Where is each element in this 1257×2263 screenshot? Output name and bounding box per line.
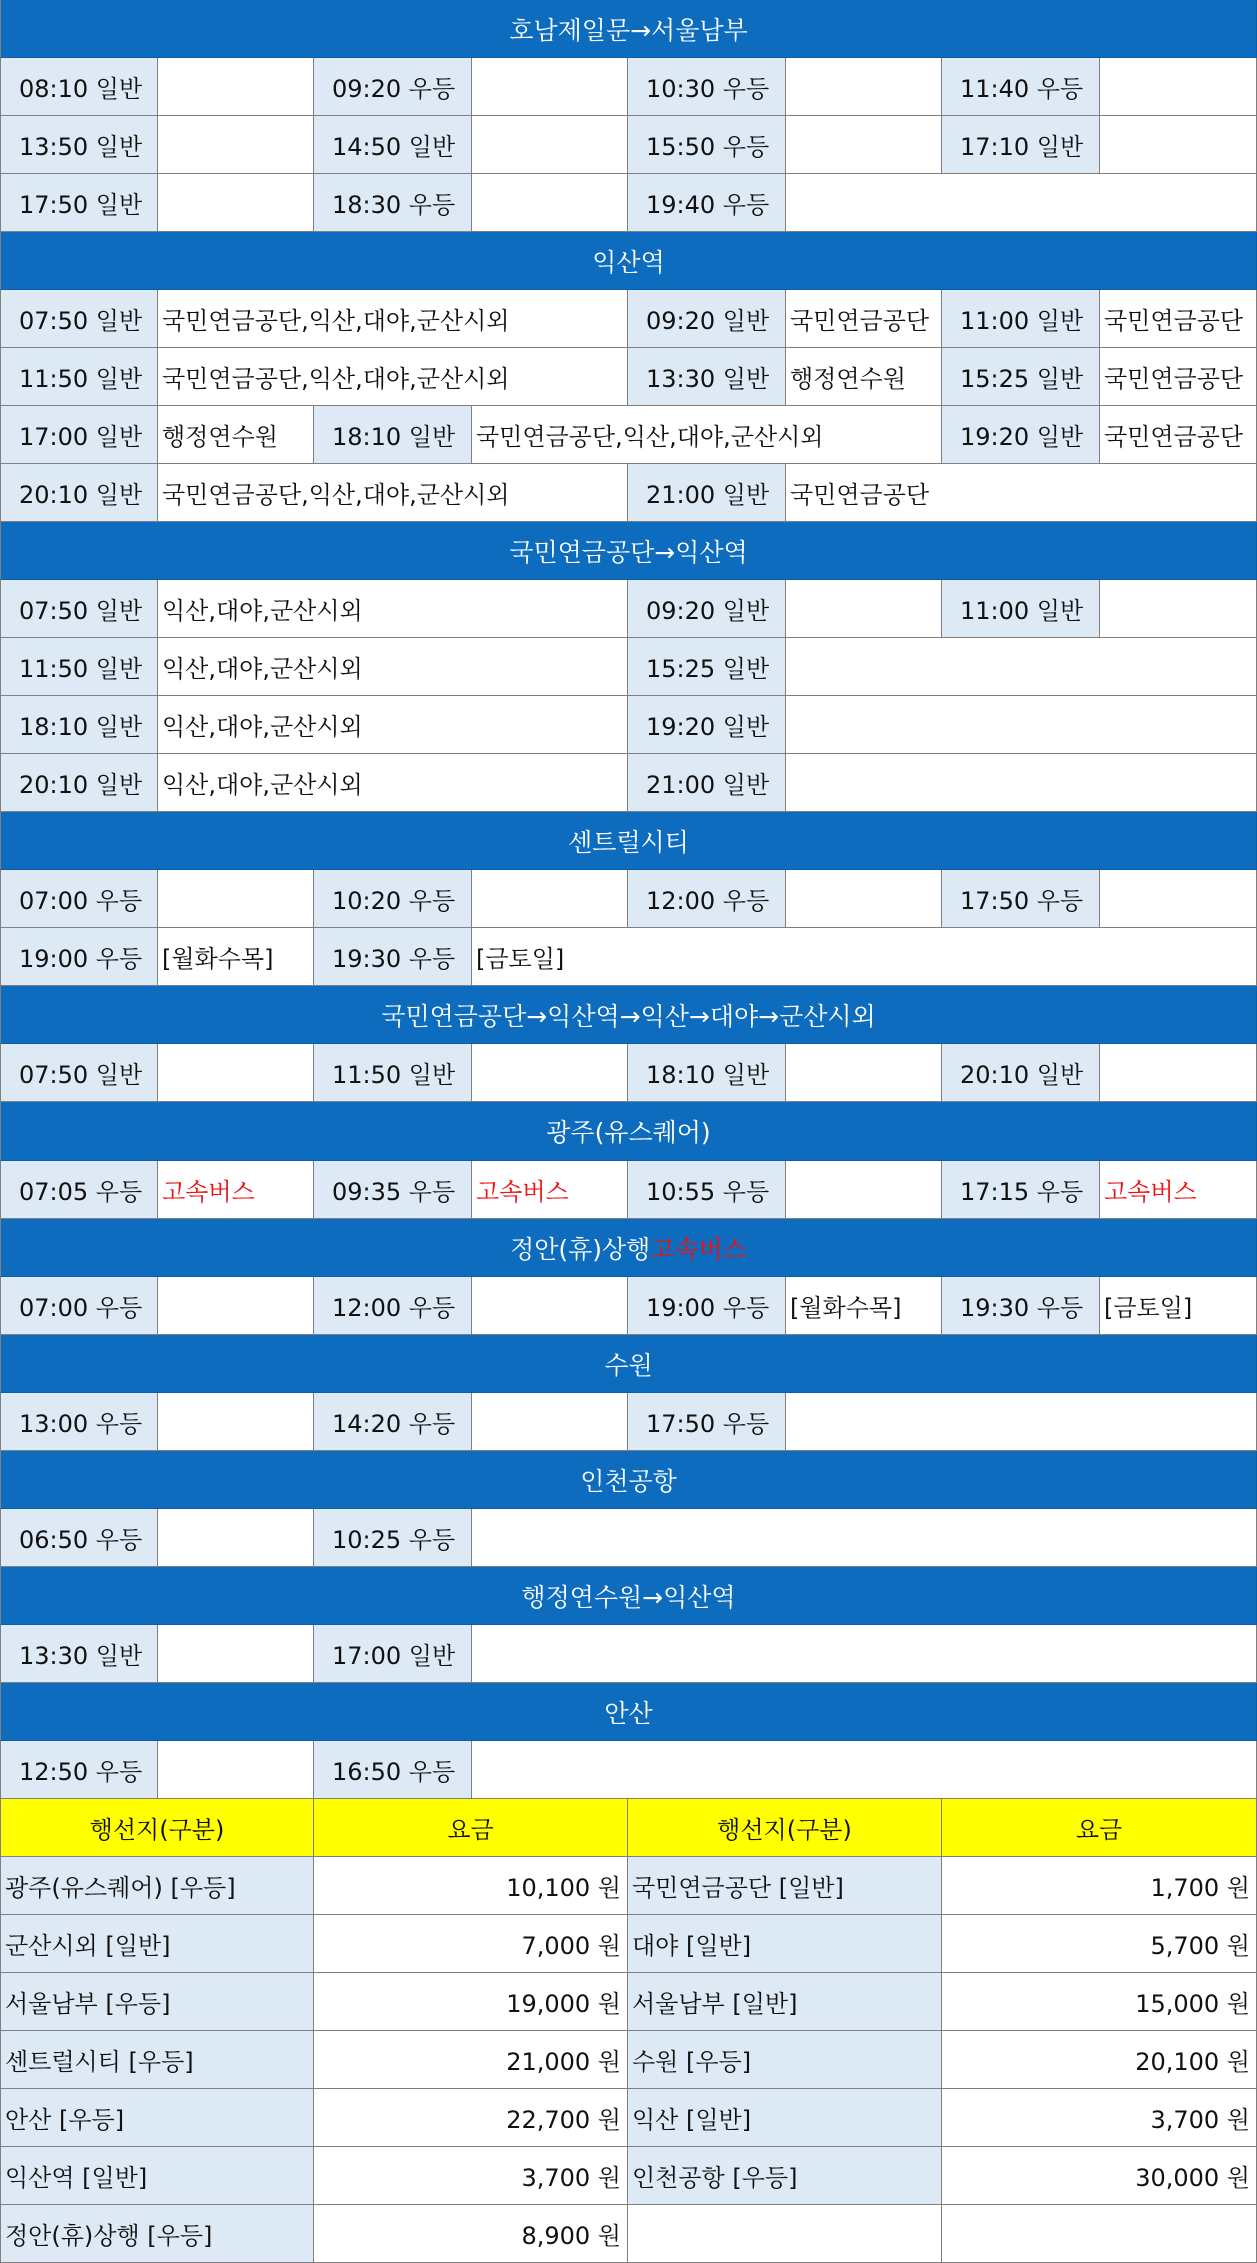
fare-row bbox=[0, 2205, 1257, 2263]
departure-time: 19:00 우등 bbox=[628, 1277, 786, 1335]
departure-time: 17:00 일반 bbox=[314, 1625, 472, 1683]
schedule-row bbox=[0, 464, 1257, 522]
empty-cell bbox=[786, 174, 1257, 232]
route-note: [금토일] bbox=[472, 928, 1257, 986]
section-title-text: 익산역 bbox=[592, 247, 665, 277]
section-title bbox=[0, 1567, 1257, 1625]
fare-destination: 센트럴시티 [우등] bbox=[0, 2031, 314, 2089]
fare-destination: 익산역 [일반] bbox=[0, 2147, 314, 2205]
route-note: 국민연금공단 bbox=[786, 464, 1257, 522]
section-header bbox=[0, 1567, 1257, 1625]
empty-cell bbox=[158, 1277, 314, 1335]
empty-cell bbox=[786, 1393, 1257, 1451]
departure-time: 21:00 일반 bbox=[628, 754, 786, 812]
fare-amount: 10,100 원 bbox=[314, 1857, 628, 1915]
fare-amount: 7,000 원 bbox=[314, 1915, 628, 1973]
departure-time: 19:20 일반 bbox=[942, 406, 1100, 464]
section-title-text: 안산 bbox=[604, 1698, 653, 1728]
fare-row bbox=[0, 1915, 1257, 1973]
fare-amount: 5,700 원 bbox=[942, 1915, 1257, 1973]
fare-column-header: 요금 bbox=[314, 1799, 628, 1857]
departure-time: 11:50 일반 bbox=[0, 638, 158, 696]
departure-time: 12:00 우등 bbox=[628, 870, 786, 928]
fare-destination: 군산시외 [일반] bbox=[0, 1915, 314, 1973]
section-title bbox=[0, 1451, 1257, 1509]
fare-header-row bbox=[0, 1799, 1257, 1857]
departure-time: 13:30 일반 bbox=[0, 1625, 158, 1683]
departure-time: 20:10 일반 bbox=[942, 1044, 1100, 1102]
fare-amount: 30,000 원 bbox=[942, 2147, 1257, 2205]
route-note: [월화수목] bbox=[786, 1277, 942, 1335]
fare-amount: 22,700 원 bbox=[314, 2089, 628, 2147]
route-note: 국민연금공단 bbox=[1100, 406, 1257, 464]
section-title bbox=[0, 232, 1257, 290]
section-header bbox=[0, 1335, 1257, 1393]
section-title bbox=[0, 1335, 1257, 1393]
empty-cell bbox=[158, 58, 314, 116]
empty-cell bbox=[1100, 116, 1257, 174]
fare-row bbox=[0, 2031, 1257, 2089]
fare-destination: 광주(유스퀘어) [우등] bbox=[0, 1857, 314, 1915]
fare-amount bbox=[942, 2205, 1257, 2263]
section-header bbox=[0, 1219, 1257, 1277]
departure-time: 09:35 우등 bbox=[314, 1161, 472, 1219]
section-title bbox=[0, 1102, 1257, 1161]
fare-destination: 국민연금공단 [일반] bbox=[628, 1857, 942, 1915]
empty-cell bbox=[786, 754, 1257, 812]
departure-time: 10:20 우등 bbox=[314, 870, 472, 928]
fare-destination: 서울남부 [일반] bbox=[628, 1973, 942, 2031]
schedule-row bbox=[0, 1741, 1257, 1799]
empty-cell bbox=[472, 870, 628, 928]
section-title bbox=[0, 522, 1257, 580]
schedule-row bbox=[0, 580, 1257, 638]
route-note: 행정연수원 bbox=[786, 348, 942, 406]
empty-cell bbox=[472, 174, 628, 232]
route-note: 국민연금공단 bbox=[1100, 290, 1257, 348]
schedule-row bbox=[0, 348, 1257, 406]
departure-time: 17:15 우등 bbox=[942, 1161, 1100, 1219]
section-header bbox=[0, 1683, 1257, 1741]
empty-cell bbox=[786, 638, 1257, 696]
route-note: 익산,대야,군산시외 bbox=[158, 696, 628, 754]
departure-time: 18:10 일반 bbox=[314, 406, 472, 464]
departure-time: 13:50 일반 bbox=[0, 116, 158, 174]
departure-time: 18:30 우등 bbox=[314, 174, 472, 232]
fare-amount: 19,000 원 bbox=[314, 1973, 628, 2031]
departure-time: 19:30 우등 bbox=[942, 1277, 1100, 1335]
departure-time: 17:50 우등 bbox=[628, 1393, 786, 1451]
departure-time: 11:00 일반 bbox=[942, 580, 1100, 638]
route-note: 국민연금공단 bbox=[786, 290, 942, 348]
departure-time: 06:50 우등 bbox=[0, 1509, 158, 1567]
schedule-row bbox=[0, 696, 1257, 754]
empty-cell bbox=[786, 870, 942, 928]
departure-time: 17:00 일반 bbox=[0, 406, 158, 464]
section-title-text: 호남제일문→서울남부 bbox=[509, 15, 748, 45]
schedule-row bbox=[0, 754, 1257, 812]
departure-time: 10:25 우등 bbox=[314, 1509, 472, 1567]
section-title bbox=[0, 1219, 1257, 1277]
fare-destination: 정안(휴)상행 [우등] bbox=[0, 2205, 314, 2263]
schedule-row bbox=[0, 406, 1257, 464]
empty-cell bbox=[472, 116, 628, 174]
departure-time: 19:00 우등 bbox=[0, 928, 158, 986]
empty-cell bbox=[158, 1393, 314, 1451]
fare-column-header: 행선지(구분) bbox=[628, 1799, 942, 1857]
fare-column-header: 요금 bbox=[942, 1799, 1257, 1857]
departure-time: 16:50 우등 bbox=[314, 1741, 472, 1799]
schedule-row bbox=[0, 116, 1257, 174]
departure-time: 11:50 일반 bbox=[0, 348, 158, 406]
fare-amount: 3,700 원 bbox=[314, 2147, 628, 2205]
section-header bbox=[0, 232, 1257, 290]
fare-amount: 3,700 원 bbox=[942, 2089, 1257, 2147]
empty-cell bbox=[786, 58, 942, 116]
fare-destination: 안산 [우등] bbox=[0, 2089, 314, 2147]
fare-row bbox=[0, 1857, 1257, 1915]
section-title-text: 국민연금공단→익산역 bbox=[509, 537, 748, 567]
departure-time: 19:30 우등 bbox=[314, 928, 472, 986]
route-note: 고속버스 bbox=[158, 1161, 314, 1219]
departure-time: 19:20 일반 bbox=[628, 696, 786, 754]
section-title-text: 행정연수원→익산역 bbox=[521, 1582, 736, 1612]
empty-cell bbox=[158, 870, 314, 928]
departure-time: 18:10 일반 bbox=[628, 1044, 786, 1102]
fare-amount: 20,100 원 bbox=[942, 2031, 1257, 2089]
departure-time: 09:20 일반 bbox=[628, 580, 786, 638]
empty-cell bbox=[1100, 580, 1257, 638]
route-note: [월화수목] bbox=[158, 928, 314, 986]
route-note: 고속버스 bbox=[472, 1161, 628, 1219]
departure-time: 10:55 우등 bbox=[628, 1161, 786, 1219]
departure-time: 07:05 우등 bbox=[0, 1161, 158, 1219]
route-note: 고속버스 bbox=[1100, 1161, 1257, 1219]
schedule-row bbox=[0, 290, 1257, 348]
route-note: 익산,대야,군산시외 bbox=[158, 754, 628, 812]
departure-time: 07:50 일반 bbox=[0, 1044, 158, 1102]
route-note: 익산,대야,군산시외 bbox=[158, 638, 628, 696]
departure-time: 17:50 우등 bbox=[942, 870, 1100, 928]
section-title bbox=[0, 986, 1257, 1044]
empty-cell bbox=[158, 1625, 314, 1683]
departure-time: 07:00 우등 bbox=[0, 1277, 158, 1335]
departure-time: 17:50 일반 bbox=[0, 174, 158, 232]
fare-destination: 서울남부 [우등] bbox=[0, 1973, 314, 2031]
schedule-row bbox=[0, 928, 1257, 986]
schedule-row bbox=[0, 1509, 1257, 1567]
fare-row bbox=[0, 2089, 1257, 2147]
fare-amount: 21,000 원 bbox=[314, 2031, 628, 2089]
departure-time: 18:10 일반 bbox=[0, 696, 158, 754]
schedule-row bbox=[0, 1161, 1257, 1219]
departure-time: 11:40 우등 bbox=[942, 58, 1100, 116]
section-header bbox=[0, 1451, 1257, 1509]
fare-column-header: 행선지(구분) bbox=[0, 1799, 314, 1857]
departure-time: 13:30 일반 bbox=[628, 348, 786, 406]
departure-time: 08:10 일반 bbox=[0, 58, 158, 116]
departure-time: 19:40 우등 bbox=[628, 174, 786, 232]
empty-cell bbox=[472, 58, 628, 116]
fare-destination: 인천공항 [우등] bbox=[628, 2147, 942, 2205]
empty-cell bbox=[158, 1044, 314, 1102]
empty-cell bbox=[1100, 870, 1257, 928]
fare-destination: 익산 [일반] bbox=[628, 2089, 942, 2147]
empty-cell bbox=[786, 1044, 942, 1102]
schedule-row bbox=[0, 1625, 1257, 1683]
section-title bbox=[0, 812, 1257, 870]
departure-time: 13:00 우등 bbox=[0, 1393, 158, 1451]
route-note: 익산,대야,군산시외 bbox=[158, 580, 628, 638]
express-bus-label: 고속버스 bbox=[650, 1234, 747, 1264]
route-note: 국민연금공단,익산,대야,군산시외 bbox=[158, 348, 628, 406]
departure-time: 07:50 일반 bbox=[0, 580, 158, 638]
schedule-row bbox=[0, 1277, 1257, 1335]
empty-cell bbox=[472, 1393, 628, 1451]
empty-cell bbox=[158, 116, 314, 174]
section-header bbox=[0, 0, 1257, 58]
fare-row bbox=[0, 2147, 1257, 2205]
route-note: 국민연금공단 bbox=[1100, 348, 1257, 406]
departure-time: 07:00 우등 bbox=[0, 870, 158, 928]
route-note: 국민연금공단,익산,대야,군산시외 bbox=[472, 406, 942, 464]
empty-cell bbox=[1100, 58, 1257, 116]
empty-cell bbox=[158, 1509, 314, 1567]
departure-time: 12:00 우등 bbox=[314, 1277, 472, 1335]
empty-cell bbox=[472, 1044, 628, 1102]
schedule-row bbox=[0, 1393, 1257, 1451]
section-header bbox=[0, 812, 1257, 870]
empty-cell bbox=[158, 174, 314, 232]
departure-time: 10:30 우등 bbox=[628, 58, 786, 116]
section-title-text: 센트럴시티 bbox=[568, 827, 689, 857]
fare-destination: 수원 [우등] bbox=[628, 2031, 942, 2089]
empty-cell bbox=[786, 1161, 942, 1219]
departure-time: 15:50 우등 bbox=[628, 116, 786, 174]
departure-time: 11:00 일반 bbox=[942, 290, 1100, 348]
fare-destination bbox=[628, 2205, 942, 2263]
departure-time: 14:50 일반 bbox=[314, 116, 472, 174]
section-title-text: 정안(휴)상행 bbox=[510, 1234, 651, 1264]
schedule-row bbox=[0, 638, 1257, 696]
section-title-text: 국민연금공단→익산역→익산→대야→군산시외 bbox=[381, 1001, 876, 1031]
departure-time: 11:50 일반 bbox=[314, 1044, 472, 1102]
departure-time: 15:25 일반 bbox=[942, 348, 1100, 406]
departure-time: 07:50 일반 bbox=[0, 290, 158, 348]
route-note: [금토일] bbox=[1100, 1277, 1257, 1335]
departure-time: 14:20 우등 bbox=[314, 1393, 472, 1451]
route-note: 행정연수원 bbox=[158, 406, 314, 464]
empty-cell bbox=[472, 1625, 1257, 1683]
empty-cell bbox=[786, 696, 1257, 754]
departure-time: 09:20 일반 bbox=[628, 290, 786, 348]
section-title-text: 수원 bbox=[604, 1350, 653, 1380]
section-title-text: 인천공항 bbox=[580, 1466, 677, 1496]
departure-time: 15:25 일반 bbox=[628, 638, 786, 696]
empty-cell bbox=[786, 580, 942, 638]
empty-cell bbox=[472, 1741, 1257, 1799]
fare-amount: 1,700 원 bbox=[942, 1857, 1257, 1915]
schedule-row bbox=[0, 1044, 1257, 1102]
route-note: 국민연금공단,익산,대야,군산시외 bbox=[158, 464, 628, 522]
section-header bbox=[0, 522, 1257, 580]
departure-time: 20:10 일반 bbox=[0, 754, 158, 812]
fare-row bbox=[0, 1973, 1257, 2031]
fare-amount: 8,900 원 bbox=[314, 2205, 628, 2263]
fare-amount: 15,000 원 bbox=[942, 1973, 1257, 2031]
section-header bbox=[0, 1102, 1257, 1161]
departure-time: 17:10 일반 bbox=[942, 116, 1100, 174]
departure-time: 09:20 우등 bbox=[314, 58, 472, 116]
schedule-row bbox=[0, 870, 1257, 928]
schedule-row bbox=[0, 174, 1257, 232]
section-title bbox=[0, 0, 1257, 58]
section-title-text: 광주(유스퀘어) bbox=[546, 1118, 711, 1147]
empty-cell bbox=[158, 1741, 314, 1799]
section-title bbox=[0, 1683, 1257, 1741]
section-header bbox=[0, 986, 1257, 1044]
route-note: 국민연금공단,익산,대야,군산시외 bbox=[158, 290, 628, 348]
empty-cell bbox=[1100, 1044, 1257, 1102]
departure-time: 21:00 일반 bbox=[628, 464, 786, 522]
empty-cell bbox=[786, 116, 942, 174]
departure-time: 12:50 우등 bbox=[0, 1741, 158, 1799]
empty-cell bbox=[472, 1509, 1257, 1567]
empty-cell bbox=[472, 1277, 628, 1335]
departure-time: 20:10 일반 bbox=[0, 464, 158, 522]
schedule-row bbox=[0, 58, 1257, 116]
fare-destination: 대야 [일반] bbox=[628, 1915, 942, 1973]
